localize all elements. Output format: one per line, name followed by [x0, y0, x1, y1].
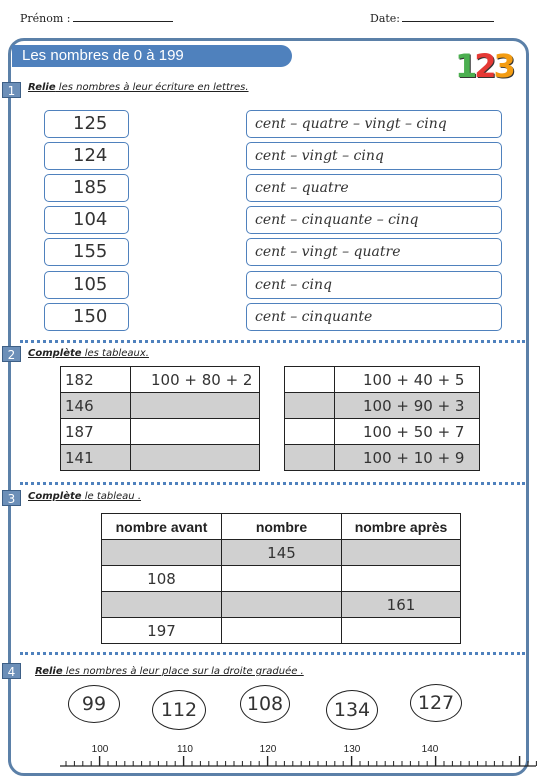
prenom-label: Prénom : — [20, 12, 71, 25]
logo-digit-3: 3 — [493, 47, 513, 85]
prenom-field — [20, 12, 173, 25]
date-label: Date: — [370, 12, 401, 25]
tick-label: 120 — [259, 744, 277, 755]
date-field — [370, 12, 494, 25]
number-circle[interactable]: 127 — [410, 684, 462, 722]
table-before-after — [101, 513, 461, 644]
tick-label: 130 — [343, 744, 361, 755]
words-box[interactable]: cent – cinquante — [246, 303, 502, 331]
words-box[interactable]: cent – quatre — [246, 174, 502, 202]
words-box[interactable]: cent – cinq — [246, 271, 502, 299]
table-cell-blank[interactable] — [131, 445, 260, 471]
table-row — [102, 540, 461, 566]
table-cell-blank[interactable] — [131, 419, 260, 445]
instruction-verb: Complète — [28, 348, 82, 359]
table-cell: 197 — [102, 618, 222, 644]
tick-label: 140 — [421, 744, 439, 755]
logo-digit-1: 1 — [455, 47, 475, 85]
table-row — [102, 566, 461, 592]
instruction-text: les nombres à leur écriture en lettres. — [55, 82, 249, 93]
instruction-verb: Relie — [28, 82, 56, 93]
words-box[interactable]: cent – vingt – cinq — [246, 142, 502, 170]
date-blank[interactable] — [402, 21, 494, 22]
table-row — [61, 393, 260, 419]
table-row — [61, 419, 260, 445]
table-cell-blank[interactable] — [102, 592, 222, 618]
instruction-text: les tableaux. — [81, 348, 149, 359]
table-row — [102, 592, 461, 618]
number-circle[interactable]: 134 — [326, 690, 378, 730]
table-cell-blank[interactable] — [285, 393, 335, 419]
table-cell: 100 + 50 + 7 — [335, 419, 480, 445]
table-cell: 141 — [61, 445, 131, 471]
exercise-1-instruction — [28, 82, 249, 93]
number-box[interactable]: 150 — [44, 303, 129, 331]
instruction-verb: Relie — [35, 666, 63, 677]
table-cell-blank[interactable] — [102, 540, 222, 566]
section-divider — [20, 482, 525, 485]
exercise-number-1: 1 — [2, 82, 21, 98]
table-cell: 100 + 90 + 3 — [335, 393, 480, 419]
table-cell: 100 + 10 + 9 — [335, 445, 480, 471]
table-header-row — [102, 514, 461, 540]
number-line-ticks — [66, 756, 536, 766]
exercise-number-2: 2 — [2, 346, 21, 362]
number-box[interactable]: 185 — [44, 174, 129, 202]
table-cell: 108 — [102, 566, 222, 592]
table-cell: 187 — [61, 419, 131, 445]
section-divider — [20, 652, 525, 655]
number-box[interactable]: 104 — [44, 206, 129, 234]
instruction-verb: Complète — [28, 491, 82, 502]
instruction-text: le tableau . — [81, 491, 142, 502]
words-box[interactable]: cent – cinquante – cinq — [246, 206, 502, 234]
table-cell-blank[interactable] — [285, 445, 335, 471]
exercise-3-instruction — [28, 491, 141, 502]
exercise-4-instruction — [35, 666, 304, 677]
table-cell: 100 + 80 + 2 — [131, 367, 260, 393]
table-cell: 146 — [61, 393, 131, 419]
table-cell: 182 — [61, 367, 131, 393]
instruction-text: les nombres à leur place sur la droite graduée . — [62, 666, 304, 677]
section-divider — [20, 340, 525, 343]
logo-123 — [455, 48, 513, 84]
table-row — [285, 419, 480, 445]
number-box[interactable]: 125 — [44, 110, 129, 138]
number-box[interactable]: 105 — [44, 271, 129, 299]
table-right — [284, 366, 480, 471]
table-cell-blank[interactable] — [222, 566, 342, 592]
table-cell-blank[interactable] — [222, 618, 342, 644]
number-box[interactable]: 124 — [44, 142, 129, 170]
column-header: nombre — [222, 514, 342, 540]
table-cell-blank[interactable] — [285, 367, 335, 393]
table-left — [60, 366, 260, 471]
number-line — [60, 756, 538, 770]
exercise-number-4: 4 — [2, 663, 21, 679]
words-box[interactable]: cent – quatre – vingt – cinq — [246, 110, 502, 138]
table-cell-blank[interactable] — [131, 393, 260, 419]
logo-digit-2: 2 — [474, 47, 494, 85]
table-cell-blank[interactable] — [222, 592, 342, 618]
number-box[interactable]: 155 — [44, 238, 129, 266]
table-row — [285, 367, 480, 393]
tick-label: 100 — [91, 744, 109, 755]
page-title: Les nombres de 0 à 199 — [12, 45, 292, 67]
exercise-2-instruction — [28, 348, 149, 359]
table-row — [102, 618, 461, 644]
table-row — [285, 445, 480, 471]
words-box[interactable]: cent – vingt – quatre — [246, 238, 502, 266]
table-cell-blank[interactable] — [285, 419, 335, 445]
column-header: nombre avant — [102, 514, 222, 540]
table-cell-blank[interactable] — [342, 618, 461, 644]
table-row — [61, 367, 260, 393]
table-row — [61, 445, 260, 471]
table-row — [285, 393, 480, 419]
prenom-blank[interactable] — [73, 21, 173, 22]
number-circle[interactable]: 108 — [240, 685, 290, 723]
number-circle[interactable]: 99 — [68, 685, 120, 723]
table-cell-blank[interactable] — [342, 540, 461, 566]
column-header: nombre après — [342, 514, 461, 540]
exercise-number-3: 3 — [2, 490, 21, 506]
table-cell-blank[interactable] — [342, 566, 461, 592]
tick-label: 110 — [177, 744, 193, 755]
table-cell: 145 — [222, 540, 342, 566]
table-cell: 161 — [342, 592, 461, 618]
number-circle[interactable]: 112 — [152, 690, 206, 730]
table-cell: 100 + 40 + 5 — [335, 367, 480, 393]
